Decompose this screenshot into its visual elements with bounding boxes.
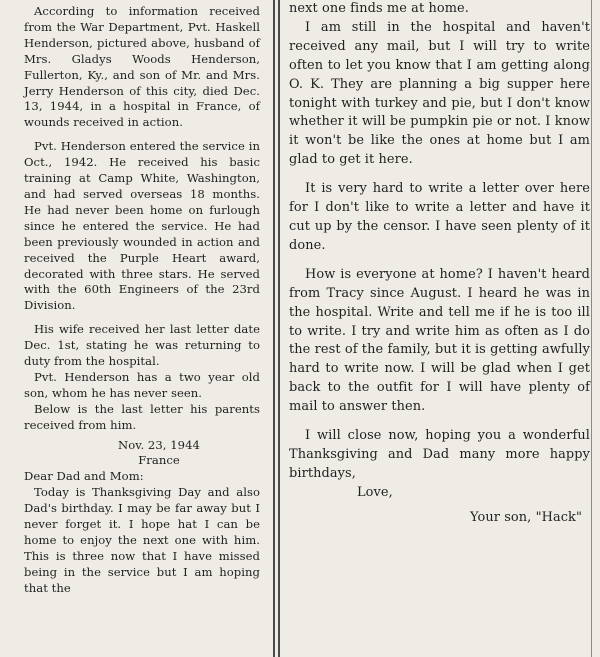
clipping-edge [591,0,592,657]
obituary-paragraph-2: Pvt. Henderson entered the service in Oct., 1942. He received his basic training at Camp White, Washington, and had served overseas 18 months. He had never been home on furlough since he entered the service. He had been previously wounded in action and received the Purple Heart award, decorated with three stars. He served with the 60th Engineers of the 23rd Division. [24,139,260,313]
obituary-paragraph-5: Below is the last letter his parents received from him. [24,401,260,432]
letter-paragraph-2: I am still in the hospital and haven't received any mail, but I will try to write often to let you know that I am getting along O. K. They are planning a big supper here tonight with turkey and pie, but I don't know whether it will be pumpkin pie or not. I know it won't be like the ones at home but I am glad to get it here. [289,19,590,168]
letter-paragraph-3: It is very hard to write a letter over here for I don't like to write a letter and have it cut up by the censor. I have seen plenty of it done. [289,181,590,253]
column-rule [273,0,275,657]
letter-paragraph-1: Today is Thanksgiving Day and also Dad's birthday. I may be far away but I never forget it. I hope hat I can be home to enjoy the next one with him. This is three now that I have missed being in the service but I am hoping that the [24,485,260,595]
obituary-paragraph-1: According to information received from the War Department, Pvt. Haskell Henderson, pictured above, husband of Mrs. Gladys Woods Henderson, Fullerton, Ky., and son of Mr. and Mrs. Jerry Henderson of this city, died Dec. 13, 1944, in a hospital in France, of wounds received in action. [24,4,260,130]
letter-closing: Love, [357,484,393,500]
letter-place: France [138,453,180,468]
right-column [281,0,600,657]
letter-continuation: next one finds me at home. [289,1,469,16]
letter-paragraph-5: I will close now, hoping you a wonderful Thanksgiving and Dad many more happy birthdays, [289,428,590,481]
left-column [0,0,272,657]
letter-paragraph-4: How is everyone at home? I haven't heard from Tracy since August. I heard he was in the hospital. Write and tell me if he is too ill to write. I try and write him as often as I do the rest of the family, but it is getting awfully hard to write now. I will be glad when I get back to the outfit for I will have plenty of mail to answer then. [289,266,590,415]
column-rule [278,0,280,657]
letter-salutation: Dear Dad and Mom: [24,469,144,484]
letter-date: Nov. 23, 1944 [118,437,200,452]
obituary-paragraph-4: Pvt. Henderson has a two year old son, whom he has never seen. [24,369,260,400]
obituary-paragraph-3: His wife received her last letter date Dec. 1st, stating he was returning to duty from the hospital. [24,322,260,369]
letter-signature: Your son, "Hack" [469,509,582,525]
